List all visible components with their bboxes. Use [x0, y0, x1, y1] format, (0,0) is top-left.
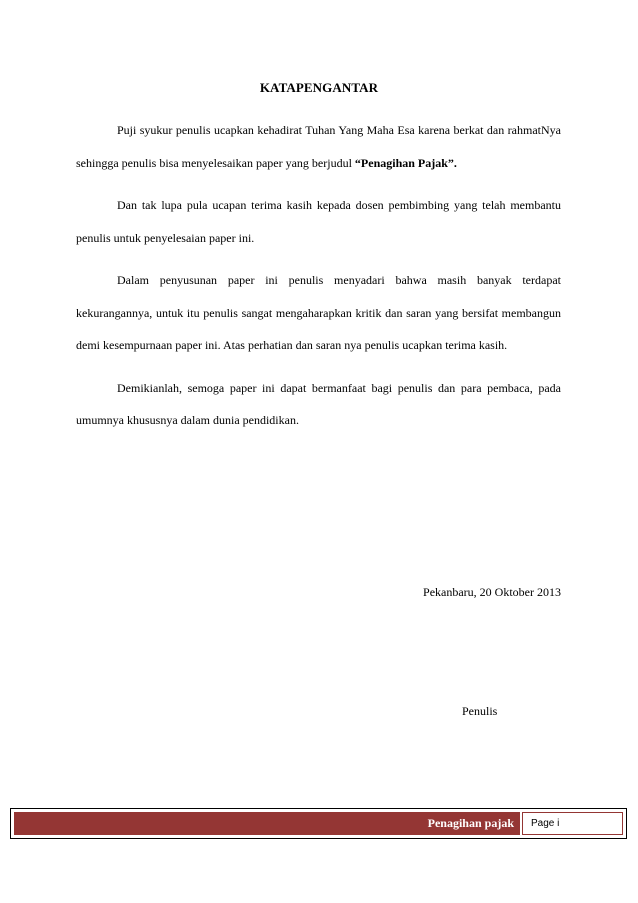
document-body [76, 114, 561, 437]
footer-title-bar [14, 812, 520, 835]
paragraph-text: Puji syukur penulis ucapkan kehadirat Tuhan Yang Maha Esa karena berkat dan rahmatNya sehingga penulis bisa menyelesaikan paper yang berjudul [76, 123, 561, 170]
paper-title-emphasis: “Penagihan Pajak”. [354, 155, 457, 170]
place-date: Pekanbaru, 20 Oktober 2013 [423, 585, 561, 599]
page-number: Page i [531, 818, 560, 829]
signer: Penulis [462, 704, 498, 718]
page-footer [10, 808, 627, 839]
paragraph-thanks: Dan tak lupa pula ucapan terima kasih kepada dosen pembimbing yang telah membantu penulis untuk penyelesaian paper ini. [76, 198, 561, 245]
paragraph-gratitude [76, 114, 561, 179]
paragraph-shortcomings: Dalam penyusunan paper ini penulis menyadari bahwa masih banyak terdapat kekurangannya, untuk itu penulis sangat mengaharapkan kritik dan saran yang bersifat membangun demi kesempurnaan paper ini. Atas perhatian dan saran nya penulis ucapkan terima kasih. [76, 273, 561, 352]
footer-page-box [522, 812, 623, 835]
document-title: KATAPENGANTAR [259, 80, 379, 95]
paragraph-closing: Demikianlah, semoga paper ini dapat bermanfaat bagi penulis dan para pembaca, pada umumnya khususnya dalam dunia pendidikan. [76, 380, 561, 427]
footer-title: Penagihan pajak [427, 816, 514, 830]
